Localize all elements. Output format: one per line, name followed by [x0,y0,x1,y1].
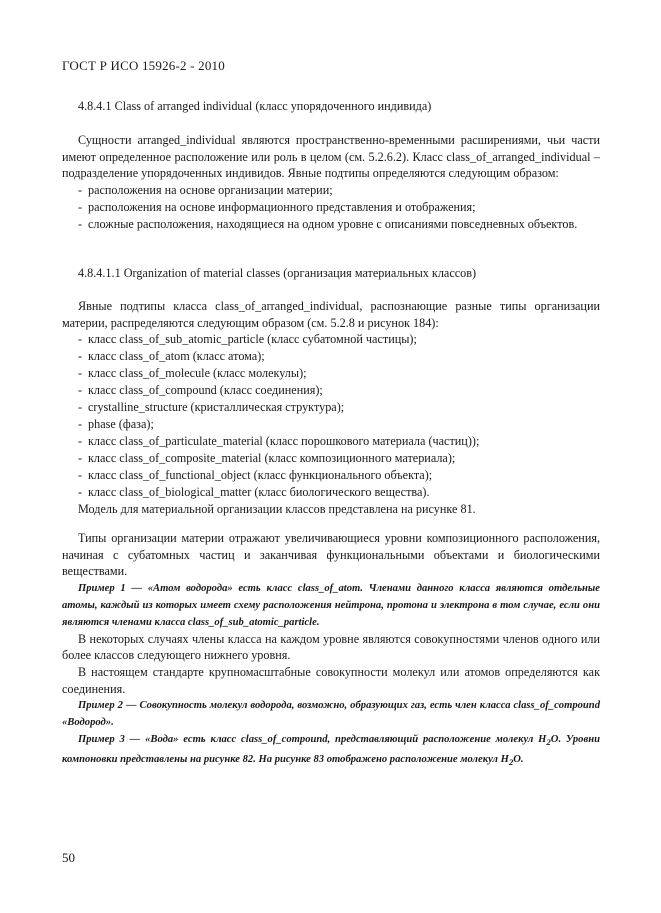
list-item: - класс class_of_atom (класс атома); [78,349,265,364]
section-heading-4-8-4-1: 4.8.4.1 Class of arranged individual (класс упорядоченного индивида) [78,99,432,113]
section-4-8-4-1-body [62,132,600,233]
section-heading-4-8-4-1-1: 4.8.4.1.1 Organization of material classes (организация материальных классов) [78,266,477,280]
example-1: Пример 1 — «Атом водорода» есть класс class_of_atom. Членами данного класса являются отдельные атомы, каждый из которых имеет схему расположения нейтрона, протона и электрона в том случае, если они являются членами класса class_of_sub_atomic_particle. [62,582,600,628]
list-item: - расположения на основе информационного представления и отображения; [78,199,476,214]
list-item: - класс class_of_molecule (класс молекулы); [78,366,307,381]
paragraph: Модель для материальной организации классов представлена на рисунке 81. [78,502,476,517]
subtype-list [62,182,600,233]
paragraph: Типы организации материи отражают увеличивающиеся уровни композиционного расположения, начиная с субатомных частиц и заканчивая функциональными объектами и биологическими веществами. [62,531,600,579]
list-item: - класс class_of_composite_material (класс композиционного материала); [78,451,456,466]
body-text [62,530,600,771]
list-item: - класс class_of_particulate_material (класс порошкового материала (частиц)); [78,434,480,449]
paragraph: В настоящем стандарте крупномасштабные совокупности молекул или атомов определяются как соединения. [62,664,600,696]
example-2: Пример 2 — Совокупность молекул водорода, возможно, образующих газ, есть член класса class_of_compound «Водород». [62,700,600,729]
list-item: - crystalline_structure (кристаллическая структура); [78,400,345,415]
list-item: - класс class_of_biological_matter (класс биологического вещества). [78,485,430,500]
paragraph: В некоторых случаях члены класса на каждом уровне являются совокупностями членов одного или более классов следующего нижнего уровня. [62,631,600,663]
section-4-8-4-1-1-body [62,298,600,518]
list-item: - phase (фаза); [78,417,154,432]
paragraph: Сущности arranged_individual являются пространственно-временными расширениями, чьи части имеют определенное расположение или роль в целом (см. 5.2.6.2). Класс class_of_arranged_individual – подразделение упорядоченных индивидов. Явные подтипы определяются следующим образом: [62,133,600,181]
page-number: 50 [62,850,75,865]
paragraph: Явные подтипы класса class_of_arranged_individual, распознающие разные типы организации материи, распределяются следующим образом (см. 5.2.8 и рисунок 184): [62,299,600,330]
list-item: - класс class_of_functional_object (класс функционального объекта); [78,468,433,483]
list-item: - сложные расположения, находящиеся на одном уровне с описаниями повседневных объектов. [78,216,578,231]
material-class-list [62,331,600,501]
example-3: Пример 3 — «Вода» есть класс class_of_compound, представляющий расположение молекул $H_2O$. Уровни компоновки представлены на рисунке 82. На рисунке 83 отображено расположение молекул $H_2O$. [62,734,600,768]
list-item: - расположения на основе организации материи; [78,182,333,197]
list-item: - класс class_of_sub_atomic_particle (класс субатомной частицы); [78,332,417,347]
list-item: - класс class_of_compound (класс соединения); [78,383,323,398]
standard-header: ГОСТ Р ИСО 15926-2 - 2010 [62,58,225,73]
